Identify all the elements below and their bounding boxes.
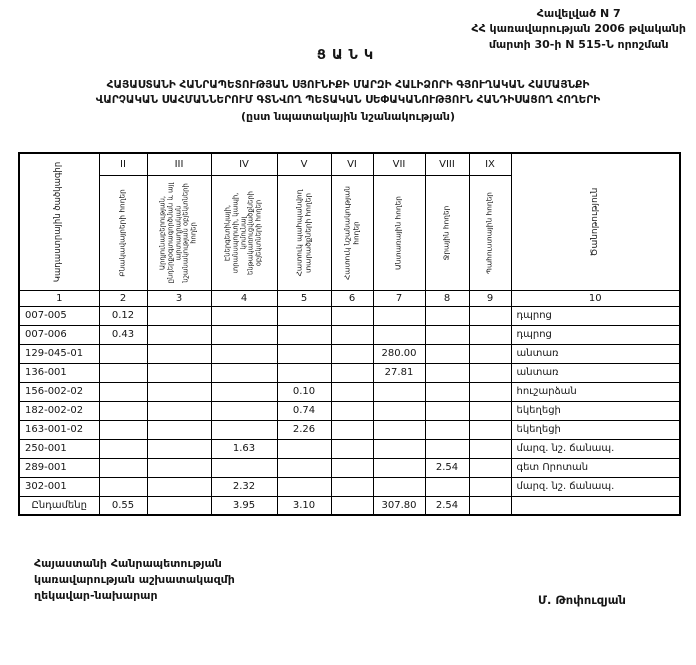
col-num-10: 10 — [511, 290, 680, 306]
table-cell — [99, 477, 147, 496]
roman-col-6: VI — [331, 153, 373, 175]
table-cell — [147, 344, 211, 363]
table-cell — [147, 439, 211, 458]
table-cell — [469, 325, 511, 344]
table-cell: անտառ — [511, 363, 680, 382]
table-row — [19, 477, 680, 496]
col-num-3: 3 — [147, 290, 211, 306]
table-cell — [331, 344, 373, 363]
table-cell — [277, 344, 331, 363]
table-cell — [469, 382, 511, 401]
table-cell — [211, 458, 277, 477]
subtitle-line-3: (ըստ նպատակային նշանակության) — [241, 110, 455, 124]
roman-col-2: II — [99, 153, 147, 175]
table-cell — [277, 363, 331, 382]
table-row — [19, 363, 680, 382]
table-cell — [331, 420, 373, 439]
table-cell: մարզ. նշ. ճանապ. — [511, 477, 680, 496]
table-cell: 1.63 — [211, 439, 277, 458]
table-body — [19, 306, 680, 515]
roman-numeral-row — [19, 153, 680, 175]
table-cell: 007-005 — [19, 306, 99, 325]
table-cell — [277, 306, 331, 325]
table-cell — [331, 477, 373, 496]
table-cell: մարզ. նշ. ճանապ. — [511, 439, 680, 458]
table-cell: 129-045-01 — [19, 344, 99, 363]
table-cell: 250-001 — [19, 439, 99, 458]
table-cell — [425, 344, 469, 363]
table-cell: 136-001 — [19, 363, 99, 382]
table-cell — [331, 458, 373, 477]
table-cell: 3.95 — [211, 496, 277, 515]
table-cell — [425, 439, 469, 458]
table-row — [19, 325, 680, 344]
table-cell — [373, 420, 425, 439]
table-cell — [147, 306, 211, 325]
table-cell — [147, 382, 211, 401]
table-cell — [425, 325, 469, 344]
table-cell — [99, 420, 147, 439]
table-cell: եկեղեցի — [511, 420, 680, 439]
table-cell — [373, 477, 425, 496]
table-cell — [277, 325, 331, 344]
col-num-2: 2 — [99, 290, 147, 306]
total-row — [19, 496, 680, 515]
table-cell — [331, 496, 373, 515]
col-header-protected-areas: Հատուկ պահպանվող տարածքների հողեր — [277, 175, 331, 290]
table-cell — [211, 306, 277, 325]
table-cell: 289-001 — [19, 458, 99, 477]
col-header-water: Ջրային հողեր — [425, 175, 469, 290]
table-cell — [469, 458, 511, 477]
table-cell — [331, 401, 373, 420]
table-cell — [211, 363, 277, 382]
table-cell — [373, 401, 425, 420]
table-cell: 156-002-02 — [19, 382, 99, 401]
table-cell — [331, 363, 373, 382]
table-cell — [211, 344, 277, 363]
col-num-9: 9 — [469, 290, 511, 306]
table-cell: 2.32 — [211, 477, 277, 496]
roman-col-3: III — [147, 153, 211, 175]
table-cell — [99, 401, 147, 420]
table-cell — [469, 344, 511, 363]
table-cell — [511, 496, 680, 515]
col-header-note — [511, 153, 680, 290]
col-header-residential: Բնակավայրերի հողեր — [99, 175, 147, 290]
table-cell — [147, 420, 211, 439]
government-line-2: մարտի 30-ի N 515-Ն որոշման — [488, 37, 669, 51]
column-number-row — [19, 290, 680, 306]
table-cell — [373, 458, 425, 477]
table-cell: գետ Որոտան — [511, 458, 680, 477]
roman-col-9: IX — [469, 153, 511, 175]
table-cell — [469, 496, 511, 515]
table-cell — [99, 363, 147, 382]
table-cell — [331, 382, 373, 401]
table-cell — [147, 363, 211, 382]
table-cell — [469, 439, 511, 458]
table-cell: 0.43 — [99, 325, 147, 344]
table-cell — [99, 344, 147, 363]
table-cell — [469, 420, 511, 439]
table-row — [19, 344, 680, 363]
table-cell: 163-001-02 — [19, 420, 99, 439]
table-row — [19, 401, 680, 420]
table-cell — [425, 401, 469, 420]
table-cell: եկեղեցի — [511, 401, 680, 420]
table-cell: հուշարձան — [511, 382, 680, 401]
table-cell — [425, 420, 469, 439]
table-cell — [469, 363, 511, 382]
note-header-label: Ծանոթություն — [590, 187, 601, 257]
government-line-1: ՀՀ կառավարության 2006 թվականի — [471, 22, 686, 36]
roman-col-4: IV — [211, 153, 277, 175]
table-cell: 0.74 — [277, 401, 331, 420]
table-cell — [147, 401, 211, 420]
col-num-1: 1 — [19, 290, 99, 306]
table-cell — [211, 325, 277, 344]
table-cell: 007-006 — [19, 325, 99, 344]
table-cell — [425, 306, 469, 325]
col-header-reserve: Պահուստային հողեր — [469, 175, 511, 290]
table-cell: 0.10 — [277, 382, 331, 401]
table-cell: 280.00 — [373, 344, 425, 363]
table-row — [19, 439, 680, 458]
land-table — [18, 152, 681, 516]
table-cell — [373, 382, 425, 401]
table-cell — [425, 477, 469, 496]
table-cell — [99, 382, 147, 401]
col-header-industrial: Արդյունաբերության, ընդերքօգտագործման և այլ արտադրական նշանակության օբյեկտների հողեր — [147, 175, 211, 290]
col-num-8: 8 — [425, 290, 469, 306]
table-cell: 0.55 — [99, 496, 147, 515]
cadastral-code-label: Կադաստրային ծածկագիր — [53, 161, 64, 282]
table-cell — [99, 439, 147, 458]
table-cell: 0.12 — [99, 306, 147, 325]
table-cell — [211, 382, 277, 401]
table-cell: անտառ — [511, 344, 680, 363]
col-header-special-purpose: Հատուկ նշանակության հողեր — [331, 175, 373, 290]
table-cell — [331, 325, 373, 344]
table-cell — [147, 458, 211, 477]
table-cell — [277, 477, 331, 496]
col-num-7: 7 — [373, 290, 425, 306]
table-cell: Ընդամենը — [19, 496, 99, 515]
table-cell — [277, 458, 331, 477]
table-cell — [373, 306, 425, 325]
signatory-line-2: կառավարության աշխատակազմի — [34, 572, 235, 586]
table-cell — [469, 306, 511, 325]
signatory-title-block — [34, 556, 235, 604]
col-num-6: 6 — [331, 290, 373, 306]
table-cell — [331, 306, 373, 325]
table-cell: 307.80 — [373, 496, 425, 515]
signatory-name: Մ. Թոփուզյան — [538, 593, 626, 607]
table-cell — [331, 439, 373, 458]
roman-col-8: VIII — [425, 153, 469, 175]
document-subtitle — [0, 78, 696, 125]
table-cell: 182-002-02 — [19, 401, 99, 420]
col-header-infrastructure: Էներգետիկայի, տրանսպորտի, կապի, կոմունալ ենթակառուցվածքների օբյեկտների հողեր — [211, 175, 277, 290]
subtitle-line-2: ՎԱՐՉԱԿԱՆ ՍԱՀՄԱՆՆԵՐՈՒՄ ԳՏՆՎՈՂ ՊԵՏԱԿԱՆ ՍԵՓԱԿԱՆՈՒԹՅՈՒՆ ՀԱՆԴԻՍԱՑՈՂ ՀՈՂԵՐԻ — [95, 94, 601, 107]
table-cell: դպրոց — [511, 325, 680, 344]
table-cell — [425, 363, 469, 382]
table-cell — [147, 477, 211, 496]
col-header-forest: Անտառային հողեր — [373, 175, 425, 290]
table-cell: 3.10 — [277, 496, 331, 515]
table-cell: դպրոց — [511, 306, 680, 325]
subtitle-line-1: ՀԱՅԱՍՏԱՆԻ ՀԱՆՐԱՊԵՏՈՒԹՅԱՆ ՍՅՈՒՆԻՔԻ ՄԱՐԶԻ ՀԱԼԻՁՈՐԻ ԳՅՈՒՂԱԿԱՆ ՀԱՄԱՅՆՔԻ — [106, 79, 590, 91]
roman-col-5: V — [277, 153, 331, 175]
table-cell: 27.81 — [373, 363, 425, 382]
table-cell — [373, 325, 425, 344]
table-cell — [469, 477, 511, 496]
col-num-4: 4 — [211, 290, 277, 306]
col-num-5: 5 — [277, 290, 331, 306]
table-cell: 302-001 — [19, 477, 99, 496]
signatory-line-3: ղեկավար-նախարար — [34, 588, 158, 602]
table-cell — [147, 325, 211, 344]
table-cell: 2.54 — [425, 458, 469, 477]
table-row — [19, 420, 680, 439]
table-cell — [99, 458, 147, 477]
table-row — [19, 306, 680, 325]
document-title: ՑԱՆԿ — [316, 48, 380, 63]
signatory-line-1: Հայաստանի Հանրապետության — [34, 557, 222, 570]
table-cell — [425, 382, 469, 401]
table-cell — [277, 439, 331, 458]
table-cell — [373, 439, 425, 458]
roman-col-7: VII — [373, 153, 425, 175]
table-cell — [211, 420, 277, 439]
col-header-cadastral-code — [19, 153, 99, 290]
table-cell: 2.54 — [425, 496, 469, 515]
table-cell — [211, 401, 277, 420]
appendix-block — [471, 6, 686, 52]
appendix-line: Հավելված N 7 — [536, 7, 621, 20]
table-cell — [469, 401, 511, 420]
table-cell: 2.26 — [277, 420, 331, 439]
table-row — [19, 458, 680, 477]
table-row — [19, 382, 680, 401]
table-cell — [147, 496, 211, 515]
